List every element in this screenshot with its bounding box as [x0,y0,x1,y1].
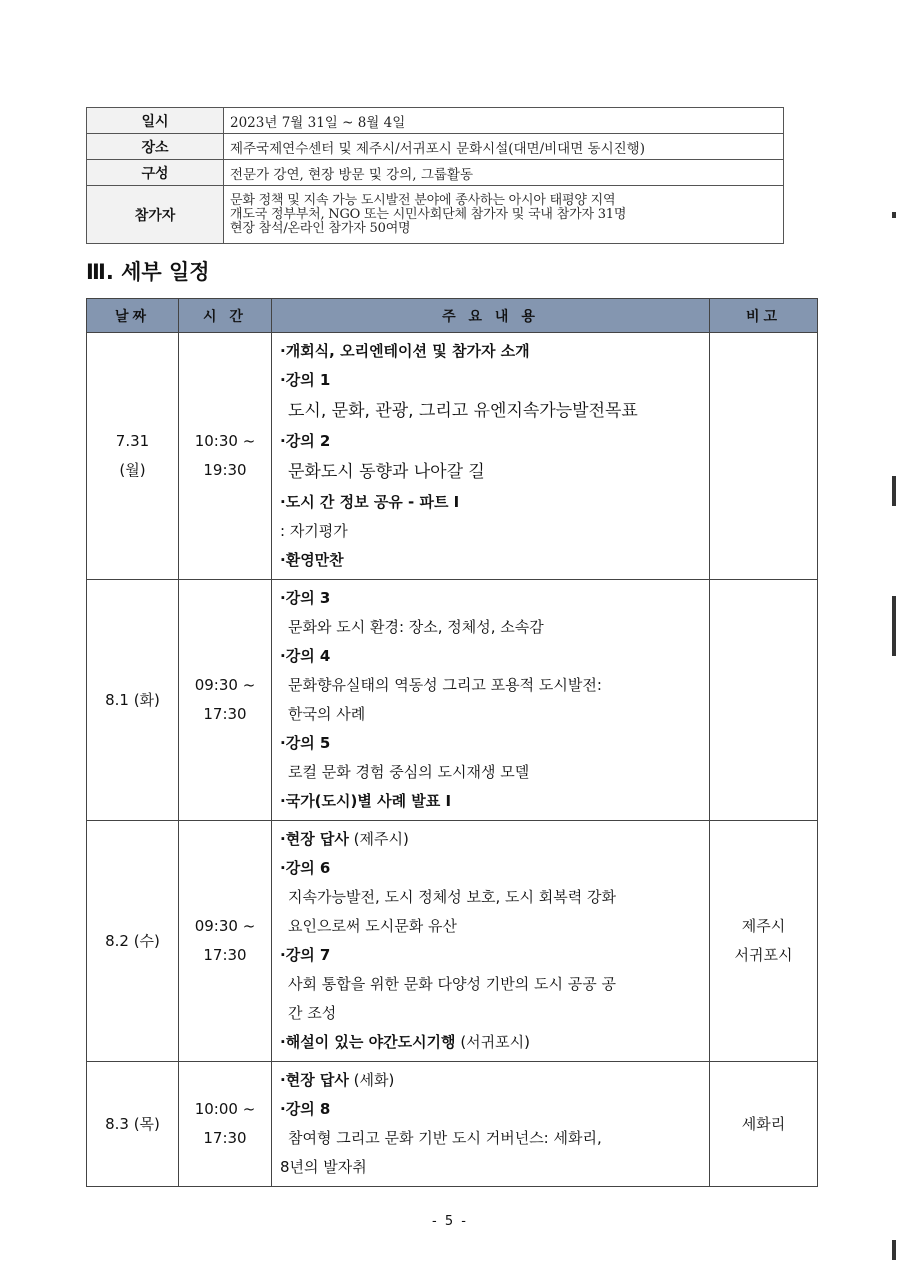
content-text: ·강의 4 [280,647,331,665]
content-text: 한국의 사례 [288,705,366,723]
info-row [87,134,784,160]
header-note: 비고 [710,299,818,333]
content-line [280,999,703,1028]
time-text: 09:30 ~ [194,676,256,694]
content-text: ·도시 간 정보 공유 - 파트 Ⅰ [280,493,460,511]
content-text: 8년의 발자취 [280,1158,367,1176]
content-line [280,787,703,816]
note-cell [710,821,818,1062]
time-text: 17:30 [203,705,247,723]
note-text: 제주시 [741,917,786,935]
info-value: 제주국제연수센터 및 제주시/서귀포시 문화시설(대면/비대면 동시진행) [224,134,784,160]
info-label: 장소 [87,134,224,160]
content-line [280,912,703,941]
content-line [280,700,703,729]
header-content: 주 요 내 용 [272,299,710,333]
content-text: ·강의 1 [280,371,331,389]
time-text: 10:30 ~ [194,432,256,450]
content-text: 문화와 도시 환경: 장소, 정체성, 소속감 [288,618,544,636]
content-line [280,671,703,700]
content-line [280,584,703,613]
time-text: 19:30 [203,461,247,479]
date-cell [87,333,179,580]
date-text: 8.2 (수) [105,931,160,950]
time-cell [179,333,272,580]
time-text: 17:30 [203,946,247,964]
time-cell [179,821,272,1062]
note-cell [710,1062,818,1187]
date-text: 8.1 (화) [105,690,160,709]
scan-edge-mark [892,1240,896,1260]
date-cell [87,1062,179,1187]
content-line [280,729,703,758]
content-text: ·강의 6 [280,859,331,877]
content-line [280,613,703,642]
schedule-row [87,580,818,821]
info-value-line: 현장 참석/온라인 참가자 50여명 [230,220,411,236]
content-text: 간 조성 [288,1004,337,1022]
content-text: 참여형 그리고 문화 기반 도시 거버넌스: 세화리, [288,1129,602,1147]
content-line [280,883,703,912]
info-value-line: 개도국 정부부처, NGO 또는 시민사회단체 참가자 및 국내 참가자 31명 [230,206,627,222]
content-text: ·해설이 있는 야간도시기행 [280,1033,456,1051]
content-text: : 자기평가 [280,522,348,540]
date-text: 8.3 (목) [105,1114,160,1133]
date-text: (월) [119,461,146,479]
content-line [280,546,703,575]
content-text: ·국가(도시)별 사례 발표 Ⅰ [280,792,452,810]
content-line [280,854,703,883]
content-line [280,1066,703,1095]
content-text: ·현장 답사 [280,830,349,848]
content-line [280,395,703,427]
schedule-row [87,821,818,1062]
content-text: 요인으로써 도시문화 유산 [288,917,457,935]
content-location: (세화) [348,1071,395,1089]
scan-edge-mark [892,476,896,506]
content-text: ·강의 3 [280,589,331,607]
content-line [280,456,703,488]
content-line [280,488,703,517]
content-text: ·강의 7 [280,946,331,964]
schedule-header-row [87,299,818,333]
schedule-row [87,333,818,580]
info-value: 전문가 강연, 현장 방문 및 강의, 그룹활동 [224,160,784,186]
info-value-line: 문화 정책 및 지속 가능 도시발전 분야에 종사하는 아시아 태평양 지역 [230,192,616,208]
content-location: (제주시) [348,830,409,848]
time-text: 17:30 [203,1129,247,1147]
content-text: 사회 통합을 위한 문화 다양성 기반의 도시 공공 공 [288,975,616,993]
content-text: ·현장 답사 [280,1071,349,1089]
content-line [280,941,703,970]
note-text: 서귀포시 [734,946,793,964]
date-cell [87,821,179,1062]
content-line [280,1153,703,1182]
content-cell [272,821,710,1062]
content-text: ·강의 8 [280,1100,331,1118]
time-text: 10:00 ~ [194,1100,256,1118]
content-line [280,337,703,366]
info-label: 일시 [87,108,224,134]
section-title: Ⅲ. 세부 일정 [86,260,210,284]
note-text: 세화리 [741,1114,786,1133]
content-text: ·강의 2 [280,432,331,450]
note-cell [710,333,818,580]
info-row [87,108,784,134]
content-line [280,1028,703,1057]
time-cell [179,1062,272,1187]
scan-edge-mark [892,212,896,218]
content-cell [272,333,710,580]
info-value: 2023년 7월 31일 ~ 8월 4일 [224,108,784,134]
content-line [280,1095,703,1124]
content-text: ·개회식, 오리엔테이션 및 참가자 소개 [280,342,530,360]
content-line [280,517,703,546]
note-cell [710,580,818,821]
overview-table [86,107,784,244]
content-line [280,366,703,395]
content-text: 지속가능발전, 도시 정체성 보호, 도시 회복력 강화 [288,888,616,906]
info-row [87,160,784,186]
content-line [280,825,703,854]
content-text: 문화도시 동향과 나아갈 길 [288,462,485,482]
info-label: 참가자 [87,186,224,244]
date-text: 7.31 [115,432,150,450]
content-text: 도시, 문화, 관광, 그리고 유엔지속가능발전목표 [288,401,638,421]
content-line [280,642,703,671]
info-value [224,186,784,244]
content-line [280,427,703,456]
time-text: 09:30 ~ [194,917,256,935]
content-cell [272,1062,710,1187]
info-row [87,186,784,244]
content-cell [272,580,710,821]
date-cell [87,580,179,821]
page-number: - 5 - [432,1214,468,1229]
content-text: 문화향유실태의 역동성 그리고 포용적 도시발전: [288,676,602,694]
schedule-row [87,1062,818,1187]
content-location: (서귀포시) [455,1033,530,1051]
content-text: ·강의 5 [280,734,331,752]
content-line [280,970,703,999]
info-label: 구성 [87,160,224,186]
header-date: 날짜 [87,299,179,333]
header-time: 시 간 [179,299,272,333]
scan-edge-mark [892,596,896,656]
schedule-table [86,298,818,1187]
content-text: ·환영만찬 [280,551,344,569]
time-cell [179,580,272,821]
content-text: 로컬 문화 경험 중심의 도시재생 모델 [288,763,530,781]
content-line [280,758,703,787]
content-line [280,1124,703,1153]
